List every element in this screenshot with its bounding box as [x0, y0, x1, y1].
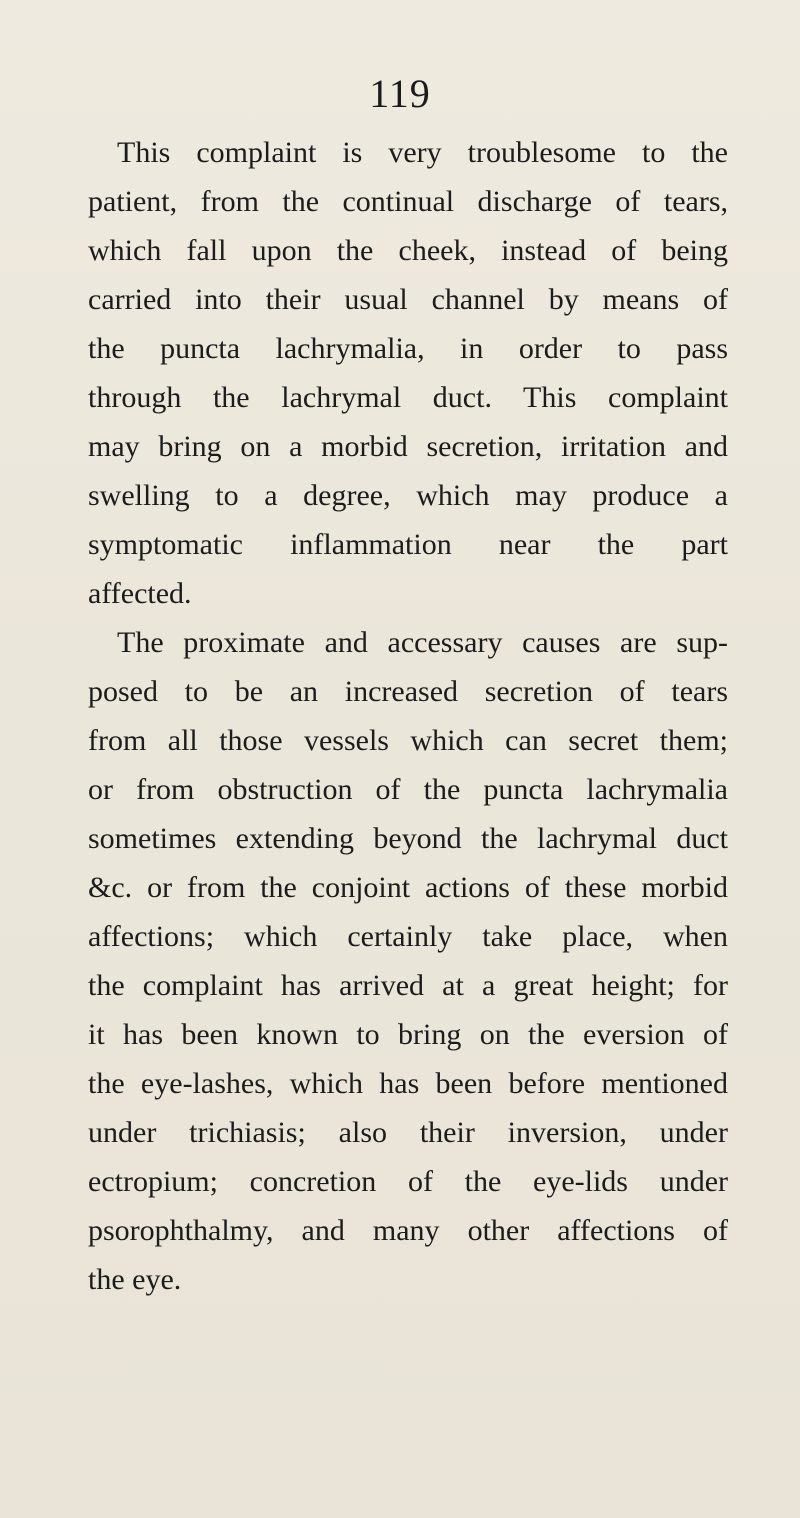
text-line: affections; which certainly take place, when	[88, 920, 728, 953]
text-line: through the lachrymal duct. This complaint	[88, 381, 728, 414]
text-line: ectropium; concretion of the eye-lids under	[88, 1165, 728, 1198]
text-line: under trichiasis; also their inversion, under	[88, 1116, 728, 1149]
body-text	[88, 128, 728, 1304]
text-line: may bring on a morbid secretion, irritation and	[88, 430, 728, 463]
text-line: sometimes extending beyond the lachrymal duct	[88, 822, 728, 855]
text-line: The proximate and accessary causes are sup-	[117, 626, 728, 659]
text-line: the eye-lashes, which has been before mentioned	[88, 1067, 728, 1100]
text-line: the eye.	[88, 1263, 182, 1296]
text-line: patient, from the continual discharge of tears,	[88, 185, 728, 218]
text-line: This complaint is very troublesome to the	[117, 136, 728, 169]
text-line: posed to be an increased secretion of tears	[88, 675, 728, 708]
text-line: the complaint has arrived at a great height; for	[88, 969, 728, 1002]
text-line: carried into their usual channel by means of	[88, 283, 728, 316]
text-line: symptomatic inflammation near the part	[88, 528, 728, 561]
text-line: &c. or from the conjoint actions of these morbid	[88, 871, 728, 904]
text-line: it has been known to bring on the eversion of	[88, 1018, 728, 1051]
text-line: which fall upon the cheek, instead of being	[88, 234, 728, 267]
text-line: affected.	[88, 577, 192, 610]
text-line: or from obstruction of the puncta lachrymalia	[88, 773, 728, 806]
text-line: swelling to a degree, which may produce a	[88, 479, 728, 512]
text-line: from all those vessels which can secret them;	[88, 724, 728, 757]
text-line: psorophthalmy, and many other affections of	[88, 1214, 728, 1247]
page-number: 119	[369, 71, 431, 116]
text-line: the puncta lachrymalia, in order to pass	[88, 332, 728, 365]
